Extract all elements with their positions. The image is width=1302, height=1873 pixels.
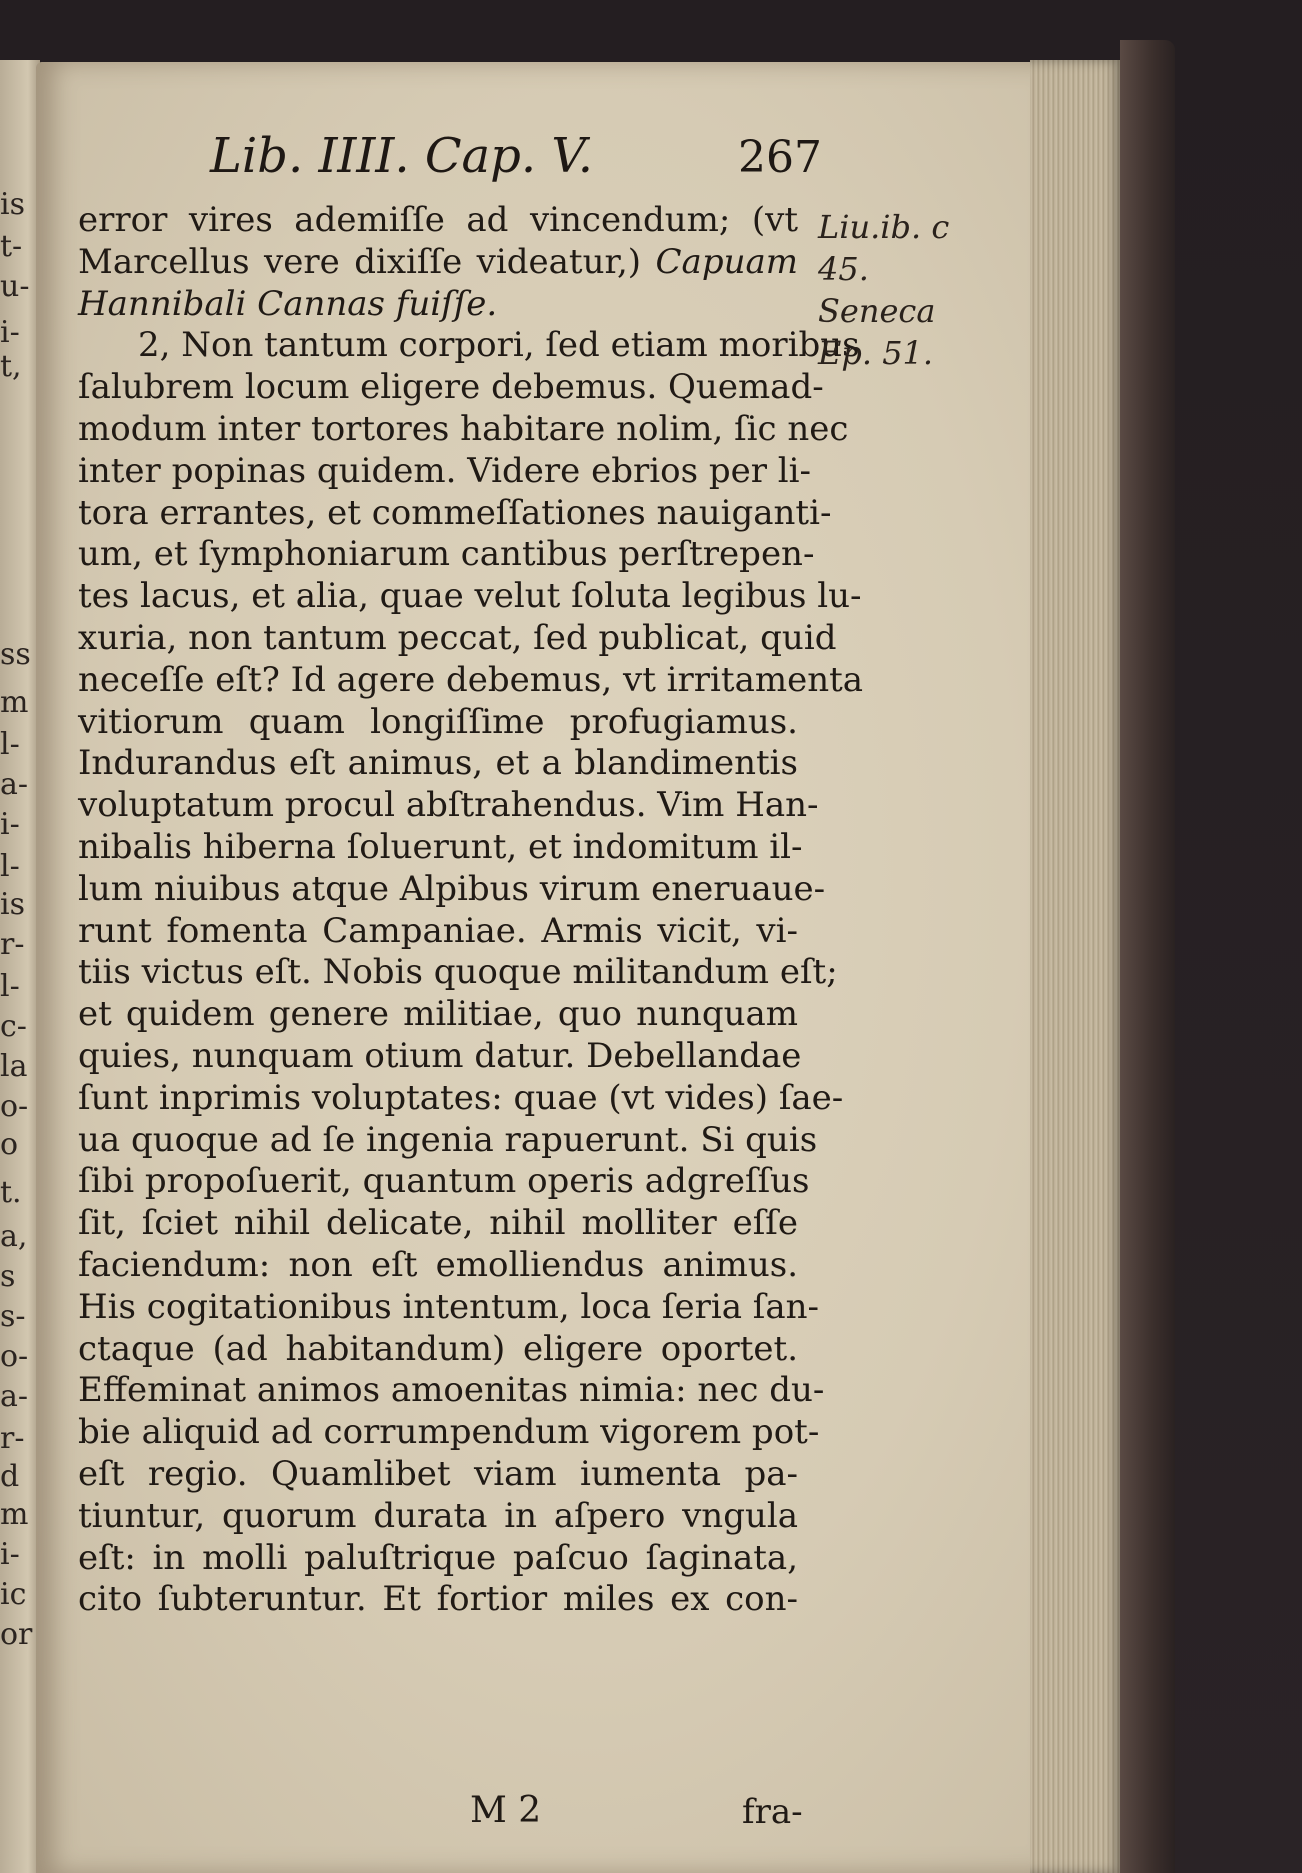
running-head [210, 128, 830, 188]
text-line-content: lum niuibus atque Alpibus virum eneruaue- [78, 868, 826, 909]
text-line-content: Effeminat animos amoenitas nimia: nec du- [78, 1370, 825, 1411]
text-line [78, 200, 798, 242]
text-line [78, 617, 837, 660]
previous-page-fragment: l- [0, 969, 20, 1004]
previous-page-fragment: o- [0, 1089, 29, 1124]
text-line [78, 534, 815, 576]
book-cover-edge [1120, 40, 1175, 1873]
text-line-content: voluptatum procul abſtrahendus. Vim Han- [78, 785, 819, 826]
previous-page-fragment: or [0, 1617, 33, 1652]
margin-note-seneca-epistle: Ep. 51. [818, 334, 934, 372]
text-line-content: error vires ademiſſe ad vincendum; (vt [78, 200, 798, 240]
previous-page-fragment: r- [0, 927, 25, 962]
text-line-content: tora errantes, et commeſſationes nauiganti- [78, 492, 832, 533]
text-line [78, 1329, 798, 1371]
text-line-content: quies, nunquam otium datur. Debellandae [78, 1035, 802, 1076]
text-line-content: ſalubrem locum eligere debemus. Quemad- [78, 367, 824, 408]
previous-page-fragment: a- [0, 1379, 29, 1414]
text-line [78, 1286, 820, 1329]
previous-page-fragment: o- [0, 1339, 29, 1374]
text-line [78, 242, 798, 284]
text-line [78, 1161, 810, 1203]
text-line-content: eſt: in molli paluſtrique paſcuo ſaginata, [78, 1537, 798, 1578]
previous-page-fragment: la [0, 1049, 28, 1084]
previous-page-fragment: m [0, 1497, 29, 1532]
text-line [78, 1370, 825, 1412]
previous-page-fragment: r- [0, 1421, 25, 1456]
previous-page-fragment: c- [0, 1009, 27, 1044]
catchword: fra- [742, 1792, 803, 1832]
text-line [78, 1579, 798, 1621]
previous-page-fragment: t. [0, 1175, 22, 1210]
text-line-content: ſit, ſciet nihil delicate, nihil molliter eſſe [78, 1203, 798, 1244]
previous-page-edge [0, 60, 40, 1873]
text-line-content: Indurandus eſt animus, et a blandimentis [78, 743, 798, 784]
text-line [78, 1496, 798, 1538]
text-line-content: um, et ſymphoniarum cantibus perſtrepen- [78, 534, 815, 575]
text-line [78, 325, 860, 367]
previous-page-fragment: t- [0, 229, 23, 264]
previous-page-fragment: i- [0, 807, 20, 842]
previous-page-fragment: d [0, 1459, 20, 1494]
signature-mark: M 2 [470, 1790, 542, 1831]
previous-page-fragment: s- [0, 1299, 26, 1334]
text-line [78, 1245, 798, 1287]
text-line-content: et quidem genere militiae, quo nunquam [78, 994, 798, 1035]
text-line [78, 450, 812, 493]
text-line [78, 1035, 802, 1078]
text-line [78, 1203, 798, 1245]
text-line-italic: Hannibali Cannas fuiſſe. [78, 283, 498, 324]
text-line-content: cito ſubteruntur. Et fortior miles ex con- [78, 1579, 798, 1620]
text-line [78, 659, 864, 702]
text-line [78, 1454, 798, 1496]
previous-page-fragment: a, [0, 1219, 28, 1254]
text-line-content: faciendum: non eſt emolliendus animus. [78, 1244, 798, 1285]
text-line [78, 994, 798, 1036]
previous-page-fragment: is [0, 187, 25, 222]
text-line-content: ua quoque ad ſe ingenia rapuerunt. Si quis [78, 1119, 818, 1160]
text-line [78, 576, 862, 618]
text-line [78, 911, 798, 953]
previous-page-fragment: ic [0, 1577, 27, 1612]
text-line [78, 826, 803, 869]
previous-page-fragment: is [0, 887, 25, 922]
text-line [78, 1077, 844, 1120]
previous-page-fragment: m [0, 685, 29, 720]
text-line [78, 702, 798, 744]
page-number: 267 [738, 132, 822, 183]
text-line [78, 408, 849, 451]
text-line-content: tiuntur, quorum durata in aſpero vngula [78, 1495, 798, 1536]
text-line-content: nibalis hiberna ſoluerunt, et indomitum il- [78, 826, 803, 867]
text-line [78, 1538, 798, 1580]
previous-page-fragment: i- [0, 1537, 20, 1572]
text-line-content: bie aliquid ad corrumpendum vigorem pot- [78, 1412, 820, 1453]
text-line-content: 2, Non tantum corpori, ſed etiam moribus [138, 325, 860, 366]
text-line-content: xuria, non tantum peccat, ſed publicat, quid [78, 617, 837, 658]
previous-page-fragment: l- [0, 727, 20, 762]
text-line-content: His cogitationibus intentum, loca ſeria ſan- [78, 1286, 820, 1327]
text-line [78, 743, 798, 785]
text-line-content: eſt regio. Quamlibet viam iumenta pa- [78, 1453, 798, 1494]
text-line-content: ctaque (ad habitandum) eligere oportet. [78, 1328, 798, 1369]
previous-page-fragment: ss [0, 637, 31, 672]
text-line [78, 492, 832, 535]
text-line-content: tes lacus, et alia, quae velut ſoluta legibus lu- [78, 576, 862, 617]
previous-page-fragment: t, [0, 349, 22, 384]
text-line-content: neceſſe eſt? Id agere debemus, vt irritamenta [78, 659, 864, 700]
text-line [78, 367, 824, 409]
previous-page-fragment: i- [0, 315, 20, 350]
text-line-content: modum inter tortores habitare nolim, ſic nec [78, 408, 849, 449]
previous-page-fragment: s [0, 1259, 16, 1294]
previous-page-fragment: o [0, 1127, 19, 1162]
previous-page-fragment: l- [0, 849, 20, 884]
text-line [78, 868, 826, 911]
text-line-content: Marcellus vere dixiſſe videatur,) [78, 241, 656, 282]
text-line [78, 1119, 818, 1162]
margin-note-livy-chapter: 45. [818, 250, 869, 288]
text-line [78, 284, 798, 326]
text-line-content: inter popinas quidem. Videre ebrios per li- [78, 450, 812, 491]
previous-page-fragment: u- [0, 269, 30, 304]
text-line-italic: Capuam [655, 241, 798, 282]
text-line [78, 952, 838, 994]
text-line-content: tiis victus eſt. Nobis quoque militandum eſt; [78, 952, 838, 993]
text-line-content: ſunt inprimis voluptates: quae (vt vides) ſae- [78, 1077, 844, 1118]
page-fore-edge [1030, 60, 1125, 1873]
margin-note-livy: Liu.ib. c [818, 208, 950, 246]
previous-page-fragment: a- [0, 767, 29, 802]
text-line-content: ſibi propoſuerit, quantum operis adgreſſus [78, 1161, 810, 1202]
text-line-content: runt fomenta Campaniae. Armis vicit, vi- [78, 910, 798, 951]
text-line [78, 785, 819, 827]
text-line [78, 1412, 820, 1454]
text-line-content: vitiorum quam longiſſime profugiamus. [78, 701, 798, 742]
margin-note-seneca: Seneca [818, 292, 936, 330]
running-head-text: Lib. IIII. Cap. V. [210, 128, 593, 184]
